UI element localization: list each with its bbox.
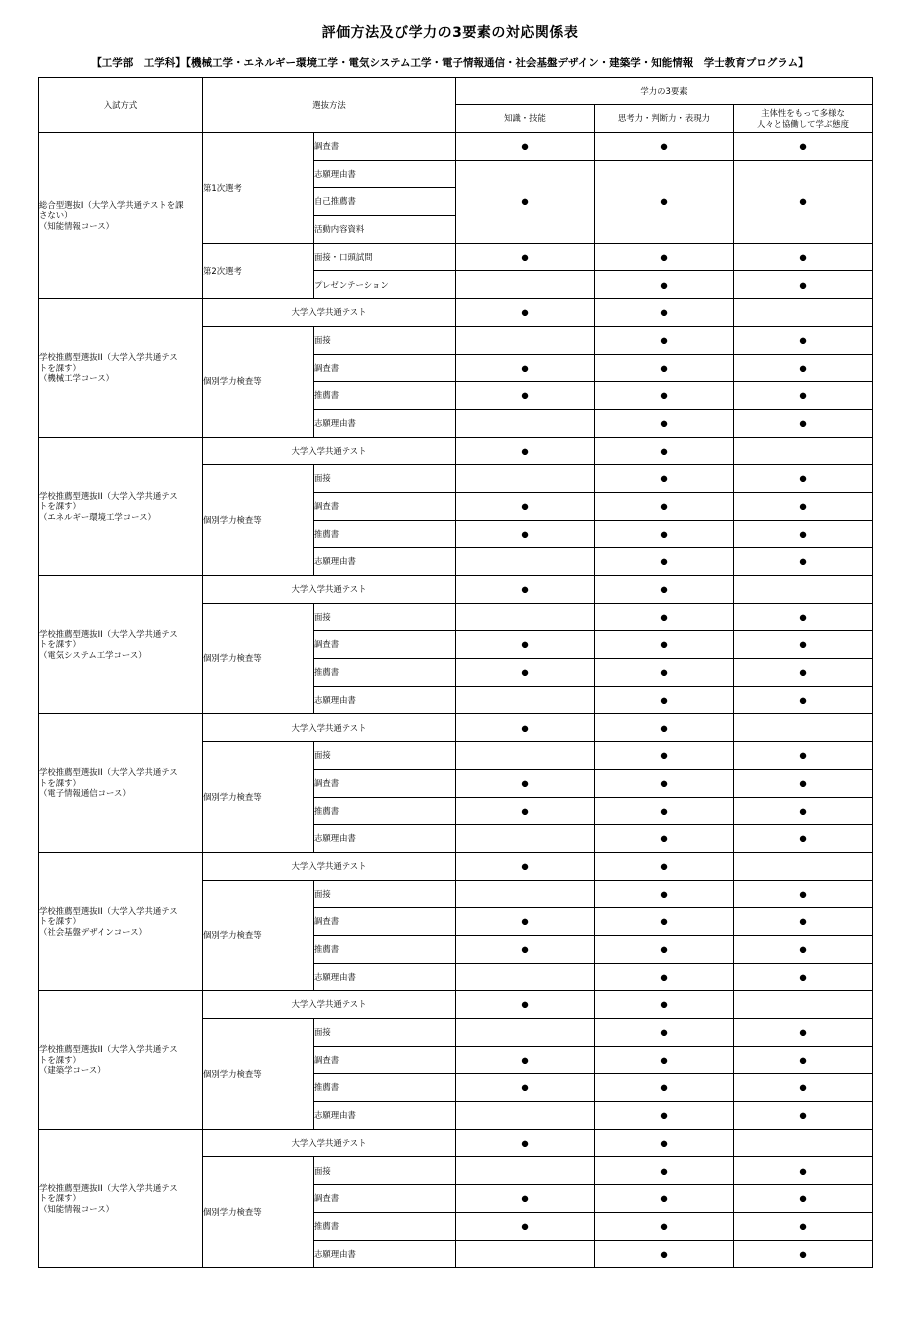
- mark-attitude: ●: [734, 271, 873, 299]
- mark-knowledge: ●: [456, 492, 595, 520]
- admission-method-recommendation: [39, 299, 203, 437]
- mark-thinking: ●: [595, 659, 734, 687]
- mark-thinking: ●: [595, 991, 734, 1019]
- mark-knowledge-empty: [456, 465, 595, 493]
- mark-knowledge-empty: [456, 880, 595, 908]
- method-line: トを課す）: [39, 501, 81, 512]
- mark-knowledge: ●: [456, 437, 595, 465]
- item-label: 調査書: [314, 1046, 456, 1074]
- mark-attitude: ●: [734, 520, 873, 548]
- mark-thinking: ●: [595, 409, 734, 437]
- mark-attitude: ●: [734, 825, 873, 853]
- mark-knowledge: ●: [456, 160, 595, 243]
- mark-knowledge-empty: [456, 1240, 595, 1268]
- mark-attitude: ●: [734, 769, 873, 797]
- item-label: 面接・口頭試問: [314, 243, 456, 271]
- page-title: 評価方法及び学力の3要素の対応関係表: [321, 25, 579, 41]
- mark-knowledge-empty: [456, 742, 595, 770]
- mark-attitude: ●: [734, 492, 873, 520]
- mark-knowledge: ●: [456, 243, 595, 271]
- mark-attitude: ●: [734, 548, 873, 576]
- mark-thinking: ●: [595, 1074, 734, 1102]
- method-line: 学校推薦型選抜II（大学入学共通テス: [39, 490, 178, 501]
- item-label: 調査書: [314, 1185, 456, 1213]
- mark-knowledge: ●: [456, 1046, 595, 1074]
- item-label: 面接: [314, 326, 456, 354]
- mark-attitude-empty: [734, 714, 873, 742]
- mark-thinking: ●: [595, 243, 734, 271]
- mark-attitude-empty: [734, 576, 873, 604]
- mark-attitude: ●: [734, 880, 873, 908]
- mark-attitude: ●: [734, 963, 873, 991]
- header-attitude-line2: 人々と協働して学ぶ態度: [756, 118, 850, 129]
- item-label: 志願理由書: [314, 825, 456, 853]
- mark-thinking: ●: [595, 1102, 734, 1130]
- mark-knowledge: ●: [456, 299, 595, 327]
- stage2-label: 第2次選考: [203, 243, 314, 298]
- mark-thinking: ●: [595, 465, 734, 493]
- evaluation-table: [38, 77, 873, 1268]
- item-label: 調査書: [314, 354, 456, 382]
- mark-thinking: ●: [595, 133, 734, 161]
- mark-knowledge: ●: [456, 1185, 595, 1213]
- method-line: 学校推薦型選抜II（大学入学共通テス: [39, 767, 178, 778]
- mark-thinking: ●: [595, 1046, 734, 1074]
- mark-knowledge: ●: [456, 133, 595, 161]
- mark-knowledge: ●: [456, 769, 595, 797]
- mark-attitude: ●: [734, 160, 873, 243]
- individual-exam-label: 個別学力検査等: [203, 880, 314, 991]
- mark-thinking: ●: [595, 963, 734, 991]
- mark-knowledge-empty: [456, 963, 595, 991]
- mark-attitude: ●: [734, 465, 873, 493]
- mark-attitude-empty: [734, 437, 873, 465]
- mark-thinking: ●: [595, 437, 734, 465]
- method-line: トを課す）: [39, 1054, 81, 1065]
- mark-knowledge: ●: [456, 1212, 595, 1240]
- item-label: 面接: [314, 880, 456, 908]
- item-label: 志願理由書: [314, 1240, 456, 1268]
- mark-thinking: ●: [595, 548, 734, 576]
- mark-knowledge-empty: [456, 1019, 595, 1047]
- item-label: 自己推薦書: [314, 188, 456, 216]
- mark-attitude: ●: [734, 1019, 873, 1047]
- item-label: 推薦書: [314, 382, 456, 410]
- method-line: （機械工学コース）: [39, 373, 114, 384]
- mark-attitude: ●: [734, 935, 873, 963]
- mark-attitude: ●: [734, 631, 873, 659]
- mark-knowledge: ●: [456, 714, 595, 742]
- mark-attitude: ●: [734, 382, 873, 410]
- mark-attitude: ●: [734, 354, 873, 382]
- mark-thinking: ●: [595, 382, 734, 410]
- mark-attitude: ●: [734, 742, 873, 770]
- mark-knowledge-empty: [456, 1102, 595, 1130]
- mark-knowledge: ●: [456, 852, 595, 880]
- mark-knowledge: ●: [456, 797, 595, 825]
- header-three-elements: 学力の3要素: [456, 78, 873, 105]
- admission-method-recommendation: [39, 852, 203, 990]
- method-line: トを課す）: [39, 777, 81, 788]
- individual-exam-label: 個別学力検査等: [203, 326, 314, 437]
- mark-knowledge-empty: [456, 271, 595, 299]
- mark-thinking: ●: [595, 326, 734, 354]
- admission-method-recommendation: [39, 991, 203, 1129]
- mark-attitude-empty: [734, 852, 873, 880]
- mark-thinking: ●: [595, 520, 734, 548]
- mark-knowledge: ●: [456, 631, 595, 659]
- mark-knowledge: ●: [456, 908, 595, 936]
- mark-thinking: ●: [595, 880, 734, 908]
- method-line: 学校推薦型選抜II（大学入学共通テス: [39, 352, 178, 363]
- mark-thinking: ●: [595, 299, 734, 327]
- mark-attitude: ●: [734, 133, 873, 161]
- mark-attitude: ●: [734, 1212, 873, 1240]
- mark-knowledge: ●: [456, 935, 595, 963]
- item-label: 推薦書: [314, 659, 456, 687]
- mark-attitude: ●: [734, 797, 873, 825]
- header-knowledge: 知識・技能: [456, 105, 595, 133]
- mark-attitude: ●: [734, 1185, 873, 1213]
- mark-thinking: ●: [595, 935, 734, 963]
- method-line: 学校推薦型選抜II（大学入学共通テス: [39, 1044, 178, 1055]
- admission-method-comprehensive: [39, 133, 203, 299]
- mark-knowledge-empty: [456, 548, 595, 576]
- method-line: トを課す）: [39, 1193, 81, 1204]
- mark-knowledge: ●: [456, 659, 595, 687]
- mark-thinking: ●: [595, 1185, 734, 1213]
- method-line: トを課す）: [39, 916, 81, 927]
- mark-attitude: ●: [734, 908, 873, 936]
- item-label: 推薦書: [314, 1212, 456, 1240]
- item-label: 志願理由書: [314, 160, 456, 188]
- mark-attitude-empty: [734, 299, 873, 327]
- method-line: （社会基盤デザインコース）: [39, 926, 147, 937]
- mark-attitude: ●: [734, 686, 873, 714]
- mark-thinking: ●: [595, 825, 734, 853]
- mark-knowledge: ●: [456, 354, 595, 382]
- mark-thinking: ●: [595, 160, 734, 243]
- mark-thinking: ●: [595, 1212, 734, 1240]
- header-attitude-line1: 主体性をもって多様な: [761, 108, 845, 118]
- method-line: （電子情報通信コース）: [39, 788, 131, 799]
- item-label: 面接: [314, 1019, 456, 1047]
- mark-knowledge: ●: [456, 1129, 595, 1157]
- item-label: 志願理由書: [314, 1102, 456, 1130]
- mark-thinking: ●: [595, 1019, 734, 1047]
- header-thinking: 思考力・判断力・表現力: [595, 105, 734, 133]
- item-label: 志願理由書: [314, 963, 456, 991]
- method-line: 学校推薦型選抜II（大学入学共通テス: [39, 628, 178, 639]
- item-label: 面接: [314, 742, 456, 770]
- item-label: 推薦書: [314, 520, 456, 548]
- mark-thinking: ●: [595, 769, 734, 797]
- individual-exam-label: 個別学力検査等: [203, 742, 314, 853]
- common-test-label: 大学入学共通テスト: [203, 714, 456, 742]
- mark-attitude: ●: [734, 1074, 873, 1102]
- mark-knowledge-empty: [456, 825, 595, 853]
- item-label: 志願理由書: [314, 686, 456, 714]
- mark-thinking: ●: [595, 576, 734, 604]
- stage1-label: 第1次選考: [203, 133, 314, 244]
- item-label: 調査書: [314, 492, 456, 520]
- item-label: 志願理由書: [314, 409, 456, 437]
- mark-knowledge-empty: [456, 686, 595, 714]
- item-label: プレゼンテーション: [314, 271, 456, 299]
- item-label: 志願理由書: [314, 548, 456, 576]
- common-test-label: 大学入学共通テスト: [203, 576, 456, 604]
- individual-exam-label: 個別学力検査等: [203, 465, 314, 576]
- mark-thinking: ●: [595, 354, 734, 382]
- common-test-label: 大学入学共通テスト: [203, 1129, 456, 1157]
- mark-thinking: ●: [595, 1129, 734, 1157]
- item-label: 調査書: [314, 133, 456, 161]
- admission-method-recommendation: [39, 714, 203, 852]
- mark-thinking: ●: [595, 271, 734, 299]
- mark-attitude-empty: [734, 1129, 873, 1157]
- mark-thinking: ●: [595, 714, 734, 742]
- admission-method-recommendation: [39, 437, 203, 575]
- item-label: 調査書: [314, 631, 456, 659]
- method-line: さない）: [39, 210, 73, 221]
- mark-thinking: ●: [595, 908, 734, 936]
- header-attitude: [734, 105, 873, 133]
- mark-attitude-empty: [734, 991, 873, 1019]
- mark-attitude: ●: [734, 603, 873, 631]
- individual-exam-label: 個別学力検査等: [203, 1157, 314, 1268]
- mark-knowledge: ●: [456, 1074, 595, 1102]
- mark-knowledge-empty: [456, 1157, 595, 1185]
- mark-knowledge: ●: [456, 520, 595, 548]
- item-label: 面接: [314, 1157, 456, 1185]
- method-line: 総合型選抜I（大学入学共通テストを課: [39, 199, 184, 210]
- method-line: 学校推薦型選抜II（大学入学共通テス: [39, 905, 178, 916]
- common-test-label: 大学入学共通テスト: [203, 991, 456, 1019]
- item-label: 調査書: [314, 908, 456, 936]
- item-label: 活動内容資料: [314, 216, 456, 244]
- mark-thinking: ●: [595, 686, 734, 714]
- item-label: 推薦書: [314, 797, 456, 825]
- individual-exam-label: 個別学力検査等: [203, 1019, 314, 1130]
- mark-attitude: ●: [734, 409, 873, 437]
- item-label: 面接: [314, 603, 456, 631]
- individual-exam-label: 個別学力検査等: [203, 603, 314, 714]
- item-label: 調査書: [314, 769, 456, 797]
- item-label: 面接: [314, 465, 456, 493]
- page-subtitle: 【工学部 工学科】【機械工学・エネルギー環境工学・電気システム工学・電子情報通信・社会基盤デザイン・建築学・知能情報 学士教育プログラム】: [91, 57, 809, 69]
- method-line: （知能情報コース）: [39, 1203, 114, 1214]
- mark-thinking: ●: [595, 852, 734, 880]
- mark-attitude: ●: [734, 326, 873, 354]
- mark-knowledge: ●: [456, 576, 595, 604]
- mark-knowledge: ●: [456, 991, 595, 1019]
- header-admission-method: 入試方式: [39, 78, 203, 133]
- item-label: 推薦書: [314, 935, 456, 963]
- mark-attitude: ●: [734, 1240, 873, 1268]
- admission-method-recommendation: [39, 1129, 203, 1267]
- method-line: （建築学コース）: [39, 1065, 106, 1076]
- mark-thinking: ●: [595, 1240, 734, 1268]
- method-line: 学校推薦型選抜II（大学入学共通テス: [39, 1182, 178, 1193]
- mark-knowledge-empty: [456, 326, 595, 354]
- mark-thinking: ●: [595, 492, 734, 520]
- method-line: （知能情報コース）: [39, 220, 114, 231]
- common-test-label: 大学入学共通テスト: [203, 437, 456, 465]
- mark-knowledge: ●: [456, 382, 595, 410]
- mark-attitude: ●: [734, 1157, 873, 1185]
- admission-method-recommendation: [39, 576, 203, 714]
- common-test-label: 大学入学共通テスト: [203, 852, 456, 880]
- mark-thinking: ●: [595, 797, 734, 825]
- item-label: 推薦書: [314, 1074, 456, 1102]
- header-selection-method: 選抜方法: [203, 78, 456, 133]
- mark-attitude: ●: [734, 243, 873, 271]
- mark-knowledge-empty: [456, 603, 595, 631]
- method-line: （エネルギー環境工学コース）: [39, 511, 156, 522]
- mark-attitude: ●: [734, 1046, 873, 1074]
- mark-thinking: ●: [595, 603, 734, 631]
- method-line: トを課す）: [39, 639, 81, 650]
- method-line: トを課す）: [39, 362, 81, 373]
- mark-attitude: ●: [734, 1102, 873, 1130]
- mark-thinking: ●: [595, 631, 734, 659]
- mark-knowledge-empty: [456, 409, 595, 437]
- common-test-label: 大学入学共通テスト: [203, 299, 456, 327]
- method-line: （電気システム工学コース）: [39, 649, 147, 660]
- mark-thinking: ●: [595, 742, 734, 770]
- mark-attitude: ●: [734, 659, 873, 687]
- mark-thinking: ●: [595, 1157, 734, 1185]
